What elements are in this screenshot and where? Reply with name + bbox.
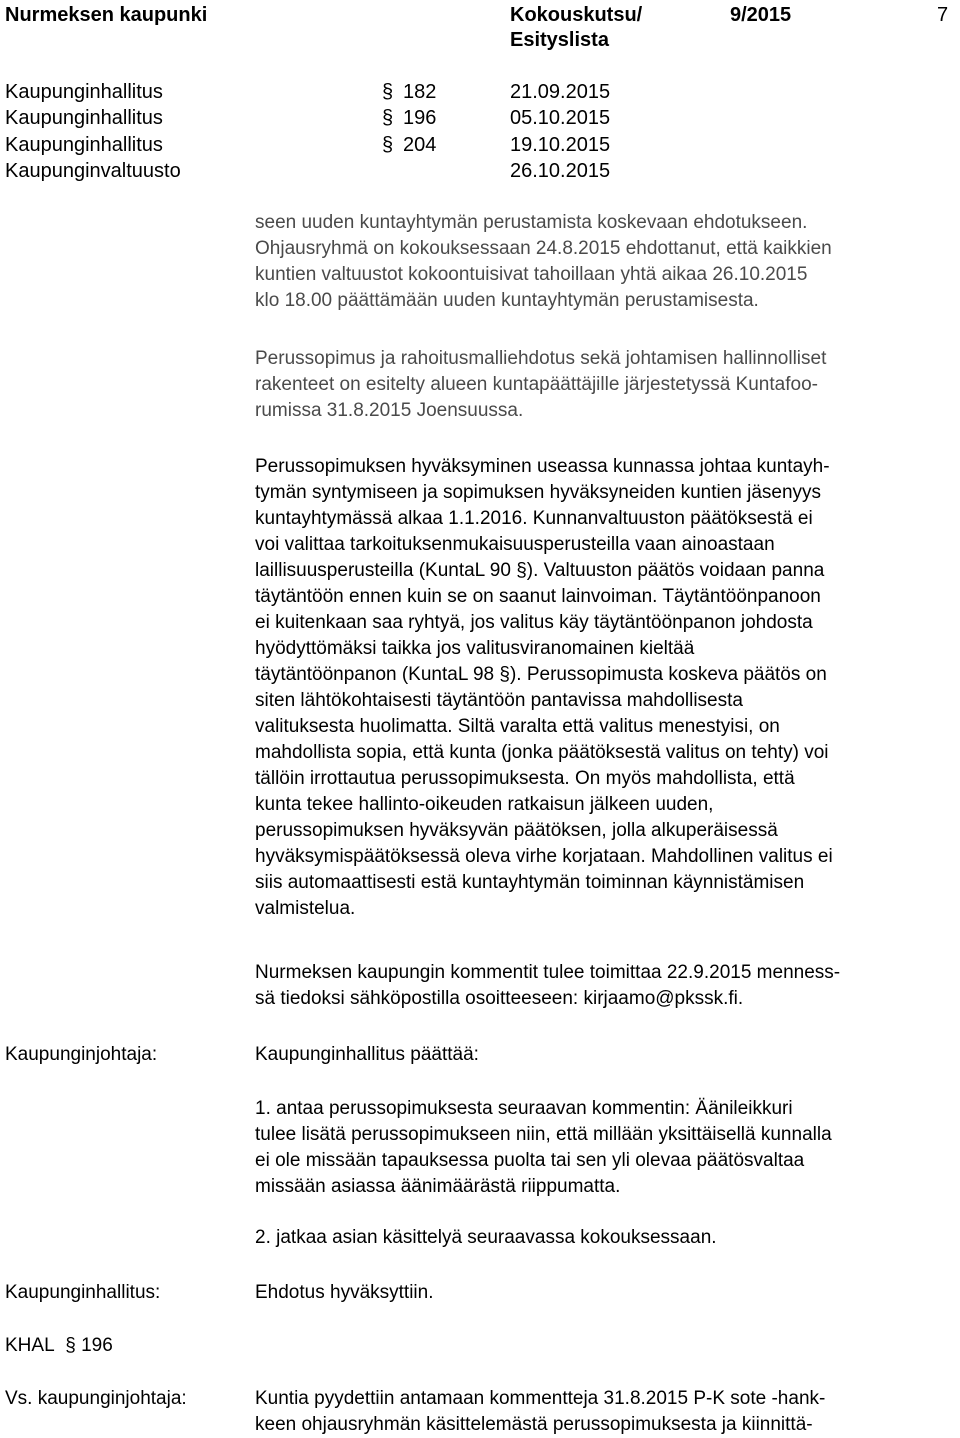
issue-number: 9/2015 — [730, 4, 792, 26]
body-paragraph-1: seen uuden kuntayhtymän perustamista koskevaan ehdotukseen. Ohjausryhmä on kokouksessaan 24.8.2015 ehdottanut, että kaikkien kuntien valtuustot kokoontuisivat tahoillaan yhtä aikaa 26.10.2015 klo 18.00 päättämään uuden kuntayhtymän perustamisesta. — [255, 212, 832, 311]
proposal-item-1: 1. antaa perussopimuksesta seuraavan kommentin: Äänileikkuri tulee lisätä perussopimukseen niin, että millään yksittäisellä kunnalla ei ole missään tapauksessa puolta tai sen yli olevaa päätösvaltaa missään asiassa äänimäärästä riippumatta. — [255, 1098, 832, 1197]
page-number: 7 — [937, 4, 949, 26]
section-sign: § — [382, 81, 394, 103]
doc-type-line2: Esityslista — [510, 29, 609, 51]
proposal-item-2: 2. jatkaa asian käsittelyä seuraavassa kokouksessaan. — [255, 1227, 717, 1248]
body-paragraph-2: Perussopimus ja rahoitusmalliehdotus sekä johtamisen hallinnolliset rakenteet on esitelty alueen kuntapäättäjille järjestetyssä Kuntafoo- rumissa 31.8.2015 Joensuussa. — [255, 348, 827, 421]
history-number: 196 — [403, 107, 437, 129]
history-number: 182 — [403, 81, 437, 103]
vs-label: Vs. kaupunginjohtaja: — [5, 1388, 187, 1409]
body-paragraph-4: Nurmeksen kaupungin kommentit tulee toimittaa 22.9.2015 menness- sä tiedoksi sähköpostilla osoitteeseen: kirjaamo@pkssk.fi. — [255, 962, 841, 1009]
history-body: Kaupunginhallitus — [5, 107, 163, 129]
khal-prefix: KHAL — [5, 1335, 54, 1356]
history-date: 21.09.2015 — [510, 81, 611, 103]
proposal-heading: Kaupunginhallitus päättää: — [255, 1044, 479, 1065]
body-paragraph-3: Perussopimuksen hyväksyminen useassa kunnassa johtaa kuntayh- tymän syntymiseen ja sopimuksen hyväksyneiden kuntien jäsenyys kuntayhtymässä alkaa 1.1.2016. Kunnanvaltuuston päätöksestä ei voi valittaa tarkoituksenmukaisuusperusteilla vaan ainoastaan laillisuusperusteilla (KuntaL 90 §). Valtuuston päätös voidaan panna täytäntöön ennen kuin se on saanut lainvoiman. Täytäntöönpanoon ei kuitenkaan saa ryhtyä, jos valitus käy täytäntöönpanon johdosta hyödyttömäksi taikka jos valitusviranomainen kieltää täytäntöönpanon (KuntaL 98 §). Perussopimusta koskeva päätös on siten lähtökohtaisesti täytäntöön pantavissa mahdollisesta valituksesta huolimatta. Siltä varalta että valitus menestyisi, on mahdollista sopia, että kunta (jonka päätöksestä valitus on tehty) voi tällöin irrottautua perussopimuksesta. On myös mahdollista, että kunta tekee hallinto-oikeuden ratkaisun jälkeen uuden, perussopimuksen hyväksyvän päätöksen, jolla alkuperäisessä hyväksymispäätöksessä oleva virhe korjataan. Mahdollinen valitus ei siis automaattisesti estä kuntayhtymän toiminnan käynnistämisen valmistelua. — [255, 456, 833, 919]
history-date: 26.10.2015 — [510, 160, 611, 182]
city-name: Nurmeksen kaupunki — [5, 4, 208, 26]
history-body: Kaupunginhallitus — [5, 134, 163, 156]
history-body: Kaupunginhallitus — [5, 81, 163, 103]
doc-type-line1: Kokouskutsu/ — [510, 4, 643, 26]
history-number: 204 — [403, 134, 437, 156]
history-body: Kaupunginvaltuusto — [5, 160, 181, 182]
decision-text: Ehdotus hyväksyttiin. — [255, 1282, 434, 1303]
section-sign: § — [382, 107, 394, 129]
khal-reference — [5, 1333, 113, 1359]
proposal-label: Kaupunginjohtaja: — [5, 1044, 158, 1065]
history-date: 05.10.2015 — [510, 107, 611, 129]
decision-label: Kaupunginhallitus: — [5, 1282, 161, 1303]
khal-number: 196 — [81, 1335, 113, 1356]
history-date: 19.10.2015 — [510, 134, 611, 156]
vs-text: Kuntia pyydettiin antamaan kommentteja 31.8.2015 P-K sote -hank- keen ohjausryhmän käsittelemästä perussopimuksesta ja kiinnittä- — [255, 1388, 826, 1435]
section-sign: § — [65, 1335, 76, 1356]
section-sign: § — [382, 134, 394, 156]
